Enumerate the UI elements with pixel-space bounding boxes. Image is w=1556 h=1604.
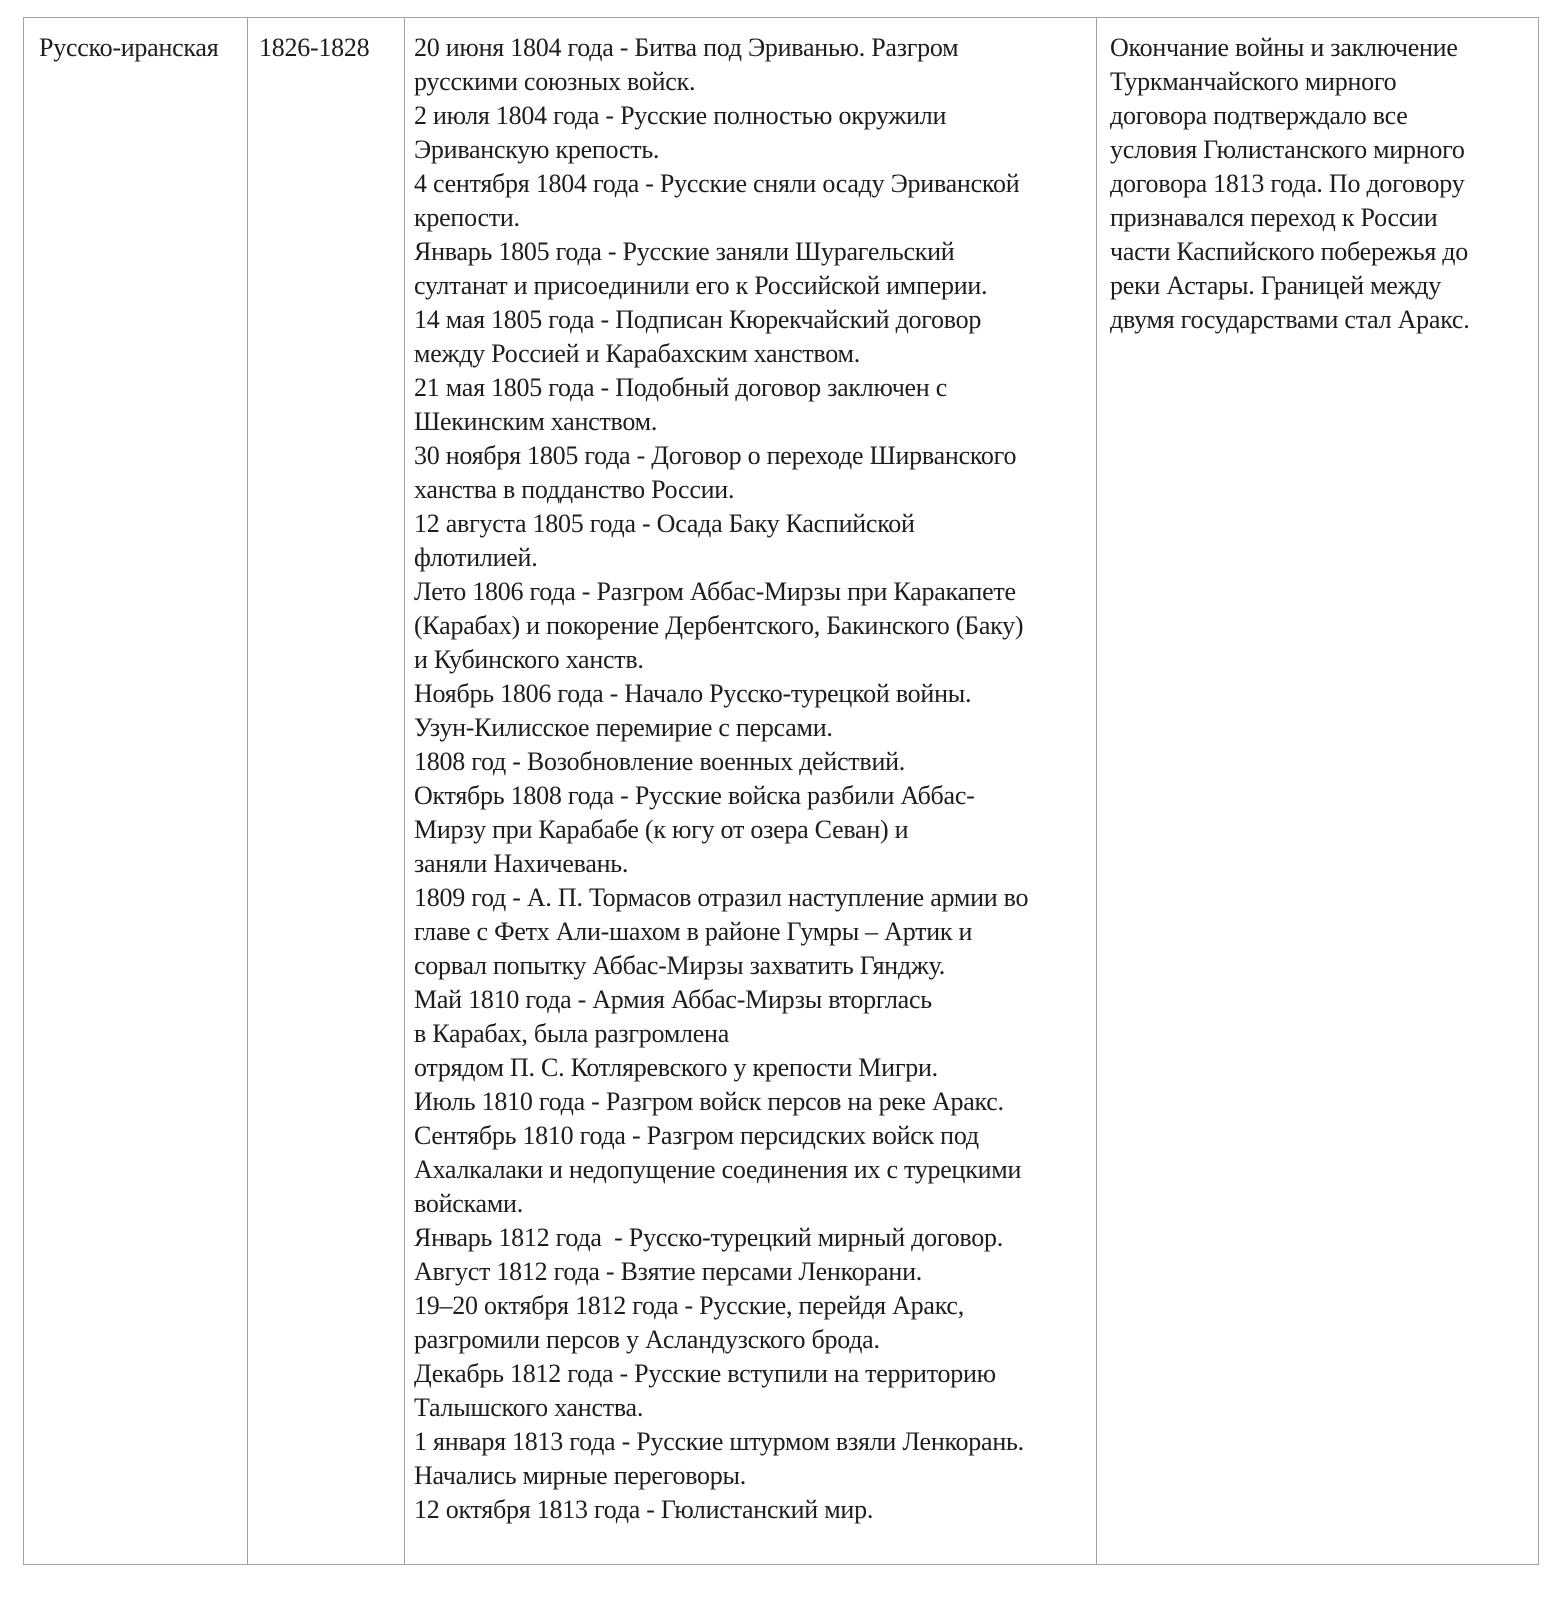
event-line: султанат и присоединили его к Российской империи.: [414, 271, 988, 300]
event: [414, 235, 1092, 303]
war-years: 1826-1828: [259, 33, 370, 62]
event-line: заняли Нахичевань.: [414, 849, 629, 878]
event: [414, 303, 1092, 371]
event-line: Январь 1812 года - Русско-турецкий мирный договор.: [414, 1223, 1003, 1252]
event-line: 20 июня 1804 года - Битва под Эриванью. Разгром: [414, 33, 959, 62]
text-line: условия Гюлистанского мирного: [1110, 135, 1465, 164]
event-line: 4 сентября 1804 года - Русские сняли осаду Эриванской: [414, 169, 1020, 198]
event: [414, 167, 1092, 235]
event-line: Ахалкалаки и недопущение соединения их с турецкими: [414, 1155, 1022, 1184]
text-line: Окончание войны и заключение: [1110, 33, 1458, 62]
event-line: между Россией и Карабахским ханством.: [414, 339, 860, 368]
event-line: и Кубинского ханств.: [414, 645, 644, 674]
event: [414, 31, 1092, 99]
event-line: 2 июля 1804 года - Русские полностью окружили: [414, 101, 947, 130]
chronology-text: [405, 18, 1096, 1564]
text-line: реки Астары. Границей между: [1110, 271, 1442, 300]
event-line: 12 октября 1813 года - Гюлистанский мир.: [414, 1495, 874, 1524]
event-line: Январь 1805 года - Русские заняли Шурагельский: [414, 237, 955, 266]
event-line: 1 января 1813 года - Русские штурмом взяли Ленкорань.: [414, 1427, 1024, 1456]
outcome-cell: [1097, 18, 1539, 1565]
event: [414, 575, 1092, 677]
event: [414, 779, 1092, 881]
event-line: войсками.: [414, 1189, 523, 1218]
event: [414, 1289, 1092, 1357]
event: [414, 881, 1092, 983]
event-line: русскими союзных войск.: [414, 67, 696, 96]
text-line: двумя государствами стал Аракс.: [1110, 305, 1470, 334]
event-line: Декабрь 1812 года - Русские вступили на территорию: [414, 1359, 996, 1388]
years-cell: [248, 18, 405, 1565]
event-line: Июль 1810 года - Разгром войск персов на реке Аракс.: [414, 1087, 1004, 1116]
event-line: Шекинским ханством.: [414, 407, 658, 436]
event-line: ханства в подданство России.: [414, 475, 735, 504]
chronology-cell: [405, 18, 1097, 1565]
event: [414, 1085, 1092, 1119]
event: [414, 745, 1092, 779]
event: [414, 1221, 1092, 1255]
event: [414, 439, 1092, 507]
event-line: Октябрь 1808 года - Русские войска разбили Аббас-: [414, 781, 975, 810]
event-line: 19–20 октября 1812 года - Русские, перейдя Аракс,: [414, 1291, 964, 1320]
event-line: разгромили персов у Асландузского брода.: [414, 1325, 880, 1354]
event: [414, 1255, 1092, 1289]
event-line: 30 ноября 1805 года - Договор о переходе Ширванского: [414, 441, 1017, 470]
wars-table: [23, 17, 1539, 1565]
table-row: [24, 18, 1539, 1565]
war-name-cell: [24, 18, 248, 1565]
event-line: 1809 год - А. П. Тормасов отразил наступление армии во: [414, 883, 1029, 912]
event: [414, 99, 1092, 167]
event-line: 21 мая 1805 года - Подобный договор заключен с: [414, 373, 948, 402]
event-line: крепости.: [414, 203, 520, 232]
event-line: сорвал попытку Аббас-Мирзы захватить Гянджу.: [414, 951, 946, 980]
event-line: в Карабах, была разгромлена: [414, 1019, 729, 1048]
event: [414, 983, 1092, 1085]
event-line: отрядом П. С. Котляревского у крепости Мигри.: [414, 1053, 938, 1082]
event: [414, 371, 1092, 439]
text-line: договора 1813 года. По договору: [1110, 169, 1465, 198]
event-line: главе с Фетх Али-шахом в районе Гумры – Артик и: [414, 917, 973, 946]
event-line: Начались мирные переговоры.: [414, 1461, 747, 1490]
event-line: Август 1812 года - Взятие персами Ленкорани.: [414, 1257, 923, 1286]
event-line: Узун-Килисское перемирие с персами.: [414, 713, 833, 742]
event-line: 1808 год - Возобновление военных действий.: [414, 747, 906, 776]
event: [414, 1425, 1092, 1493]
event: [414, 1119, 1092, 1221]
event: [414, 507, 1092, 575]
event-line: Ноябрь 1806 года - Начало Русско-турецкой войны.: [414, 679, 972, 708]
event-line: Лето 1806 года - Разгром Аббас-Мирзы при Каракапете: [414, 577, 1016, 606]
outcome-text: [1097, 18, 1538, 367]
event: [414, 1493, 1092, 1527]
war-name: Русско-иранская: [39, 33, 219, 62]
event: [414, 677, 1092, 745]
text-line: Туркманчайского мирного: [1110, 67, 1397, 96]
event-line: флотилией.: [414, 543, 538, 572]
event-line: Мирзу при Карабабе (к югу от озера Севан) и: [414, 815, 909, 844]
text-line: части Каспийского побережья до: [1110, 237, 1469, 266]
event-line: (Карабах) и покорение Дербентского, Бакинского (Баку): [414, 611, 1024, 640]
text-line: договора подтверждало все: [1110, 101, 1408, 130]
event-line: Май 1810 года - Армия Аббас-Мирзы вторглась: [414, 985, 932, 1014]
event-line: Талышского ханства.: [414, 1393, 644, 1422]
event-line: 12 августа 1805 года - Осада Баку Каспийской: [414, 509, 915, 538]
event: [414, 1357, 1092, 1425]
event-line: 14 мая 1805 года - Подписан Кюрекчайский договор: [414, 305, 982, 334]
text-line: признавался переход к России: [1110, 203, 1438, 232]
event-line: Эриванскую крепость.: [414, 135, 660, 164]
event-line: Сентябрь 1810 года - Разгром персидских войск под: [414, 1121, 979, 1150]
